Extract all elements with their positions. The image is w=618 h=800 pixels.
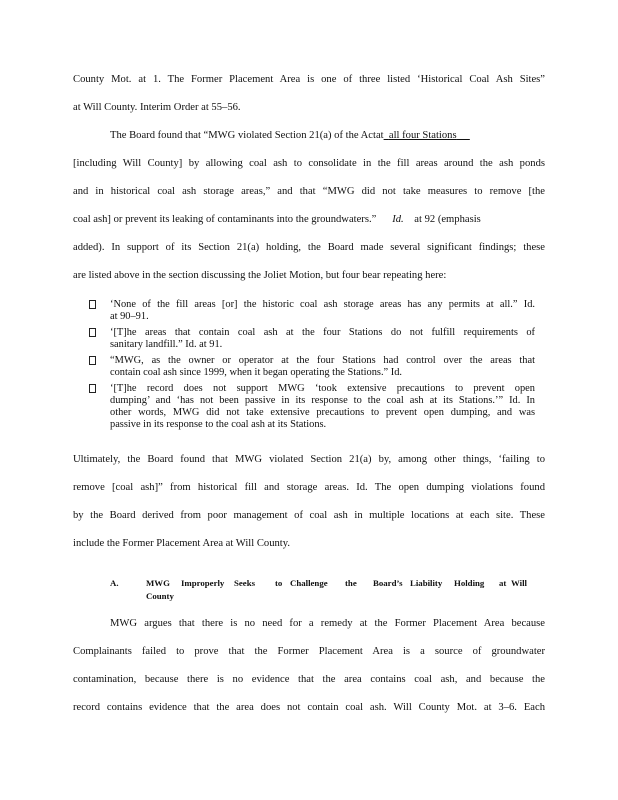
section-heading-letter: A.	[110, 578, 119, 588]
bullet-4-line-4: passive in its response to the coal ash at its Stations.	[110, 419, 327, 430]
heading-word: at	[499, 578, 507, 588]
heading-word: MWG	[146, 578, 170, 588]
para4-line3: contamination, because there is no evidence that the area contains coal ash, and because the	[73, 674, 545, 685]
heading-word: Improperly	[181, 578, 225, 588]
bullet-marker	[89, 382, 97, 392]
para3-line2: remove [coal ash]” from historical fill and storage areas. Id. The open dumping violations found	[73, 482, 545, 493]
bullet-2-line-2: sanitary landfill.” Id. at 91.	[110, 339, 223, 350]
heading-word: Liability	[410, 578, 443, 588]
para2-line2: [including Will County] by allowing coal ash to consolidate in the fill areas around the ash ponds	[73, 158, 545, 169]
para1-line1: County Mot. at 1. The Former Placement Area is one of three listed ‘Historical Coal Ash Sites”	[73, 74, 545, 85]
heading-word: Holding	[454, 578, 485, 588]
para2-line6: are listed above in the section discussing the Joliet Motion, but four bear repeating here:	[73, 270, 447, 281]
heading-word: to	[275, 578, 283, 588]
para2-line5: added). In support of its Section 21(a) holding, the Board made several significant findings; these	[73, 242, 545, 253]
heading-word: Will	[511, 578, 527, 588]
bullet-1-line-1: ‘None of the fill areas [or] the historic coal ash storage areas has any permits at all.” Id.	[110, 299, 535, 310]
bullet-4-line-3: other words, MWG did not take extensive precautions to prevent open dumping, and was	[110, 407, 535, 418]
para3-line3: by the Board derived from poor management of coal ash in multiple locations at each site. These	[73, 510, 545, 521]
section-heading-line2: County	[146, 591, 174, 601]
para1-line2: at Will County. Interim Order at 55–56.	[73, 102, 241, 113]
heading-word: Seeks	[234, 578, 256, 588]
heading-word: Board’s	[373, 578, 403, 588]
bullet-2-line-1: ‘[T]he areas that contain coal ash at the four Stations do not fulfill requirements of	[110, 327, 535, 338]
bullet-4-line-2: dumping’ and ‘has not been passive in its response to the coal ash at its Stations.’” Id. In	[110, 395, 535, 406]
bullet-marker	[89, 298, 97, 308]
para3-line4: include the Former Placement Area at Will County.	[73, 538, 290, 549]
para4-line1: MWG argues that there is no need for a remedy at the Former Placement Area because	[110, 618, 545, 629]
bullet-1-line-2: at 90–91.	[110, 311, 149, 322]
heading-word: the	[345, 578, 357, 588]
para2-line3: and in historical coal ash storage areas,” and that “MWG did not take measures to remove [the	[73, 186, 545, 197]
id-citation: Id.	[392, 214, 404, 225]
bullet-marker	[89, 354, 97, 364]
para2-underlined-phrase: all four Stations	[388, 130, 457, 141]
bullet-3-line-1: “MWG, as the owner or operator at the four Stations had control over the areas that	[110, 355, 535, 366]
bullet-4-line-1: ‘[T]he record does not support MWG ‘took extensive precautions to prevent open	[110, 383, 535, 394]
para2-line1-text: The Board found that “MWG violated Section 21(a) of the Actat	[110, 130, 384, 141]
para3-line1: Ultimately, the Board found that MWG violated Section 21(a) by, among other things, ‘failing to	[73, 454, 545, 465]
para2-line1	[110, 129, 545, 143]
heading-word: Challenge	[290, 578, 328, 588]
para2-line4: coal ash] or prevent its leaking of contaminants into the groundwaters.” Id. at 92 (emphasis	[73, 214, 481, 225]
para4-line2: Complainants failed to prove that the Former Placement Area is a source of groundwater	[73, 646, 545, 657]
bullet-3-line-2: contain coal ash since 1999, when it began operating the Stations.” Id.	[110, 367, 403, 378]
bullet-marker	[89, 326, 97, 336]
para4-line4: record contains evidence that the area does not contain coal ash. Will County Mot. at 3–6. Each	[73, 702, 545, 713]
